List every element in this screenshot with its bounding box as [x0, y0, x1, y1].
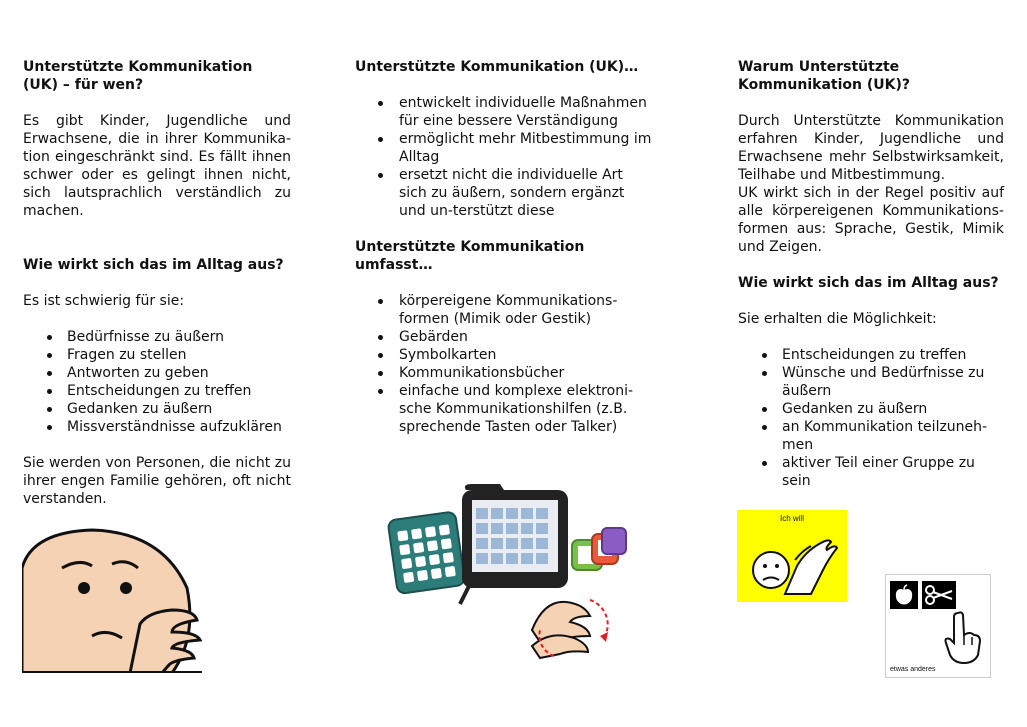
list-item: körpereigene Kommunikations-formen (Mimik oder Gestik)	[355, 292, 655, 328]
uk-benefits-list	[355, 94, 655, 220]
heading-warum-uk: Warum Unterstützte Kommunikation (UK)?	[738, 59, 910, 93]
paragraph-not-understood: Sie werden von Personen, die nicht zu ihrer engen Familie gehören, oft nicht verstanden.	[23, 455, 291, 507]
list-item: Kommunikationsbücher	[355, 364, 655, 382]
list-item: Missverständnisse aufzuklären	[23, 418, 291, 436]
difficulty-list	[23, 328, 291, 436]
column-uk-description	[355, 58, 655, 436]
list-item: Bedürfnisse zu äußern	[23, 328, 291, 346]
column-warum-uk	[738, 58, 1004, 490]
ich-will-label: Ich will	[779, 514, 804, 523]
pointing-hand-icon	[940, 611, 984, 665]
apple-icon	[892, 583, 916, 607]
list-item: einfache und komplexe elektroni-sche Kommunikationshilfen (z.B. sprechende Tasten oder Talker)	[355, 382, 655, 436]
list-item: Fragen zu stellen	[23, 346, 291, 364]
paragraph-intro: Es gibt Kinder, Jugendliche und Erwachsene, die in ihrer Kommunika-tion eingeschränkt sind. Es fällt ihnen schwer oder es gelingt ihnen nicht, sich lautsprachlich verständlich zu machen.	[23, 113, 291, 219]
ich-will-pictogram	[737, 510, 847, 602]
heading-uk-umfasst: Unterstützte Kommunikation umfasst…	[355, 239, 585, 273]
paragraph-warum: Durch Unterstützte Kommunikation erfahren Kinder, Jugendliche und Erwachsene mehr Selbstwirksamkeit, Teilhabe und Mitbestimmung.	[738, 113, 1004, 183]
heading-uk-fuer-wen: Unterstützte Kommunikation (UK) – für wen?	[23, 59, 253, 93]
list-item: aktiver Teil einer Gruppe zu sein	[738, 454, 1004, 490]
heading-alltag: Wie wirkt sich das im Alltag aus?	[23, 257, 284, 273]
etwas-anderes-pictogram	[885, 574, 991, 678]
list-item: Entscheidungen zu treffen	[23, 382, 291, 400]
heading-uk: Unterstützte Kommunikation (UK)…	[355, 59, 639, 75]
list-item: ermöglicht mehr Mitbestimmung im Alltag	[355, 130, 655, 166]
communication-devices-icon	[384, 480, 644, 660]
list-item: Entscheidungen zu treffen	[738, 346, 1004, 364]
list-item: Antworten zu geben	[23, 364, 291, 382]
heading-alltag-2: Wie wirkt sich das im Alltag aus?	[738, 275, 999, 291]
list-item: Symbolkarten	[355, 346, 655, 364]
thinking-face-icon	[22, 528, 202, 673]
scissors-icon	[924, 584, 954, 606]
column-uk-fuer-wen	[23, 58, 291, 508]
paragraph-positiv: UK wirkt sich in der Regel positiv auf alle körpereigenen Kommunikations-formen aus: Sprache, Gestik, Mimik und Zeigen.	[738, 185, 1004, 255]
list-item: ersetzt nicht die individuelle Art sich zu äußern, sondern ergänzt und un-terstützt diese	[355, 166, 655, 220]
list-item: Gedanken zu äußern	[23, 400, 291, 418]
list-item: an Kommunikation teilzuneh-men	[738, 418, 1004, 454]
list-item: Wünsche und Bedürfnisse zu äußern	[738, 364, 1004, 400]
list-item: entwickelt individuelle Maßnahmen für eine bessere Verständigung	[355, 94, 655, 130]
uk-forms-list	[355, 292, 655, 436]
list-intro: Sie erhalten die Möglichkeit:	[738, 311, 937, 327]
list-item: Gedanken zu äußern	[738, 400, 1004, 418]
list-item: Gebärden	[355, 328, 655, 346]
wanting-person-icon	[745, 530, 841, 600]
possibilities-list	[738, 346, 1004, 490]
list-intro: Es ist schwierig für sie:	[23, 293, 185, 309]
etwas-anderes-label: etwas anderes	[890, 666, 936, 673]
